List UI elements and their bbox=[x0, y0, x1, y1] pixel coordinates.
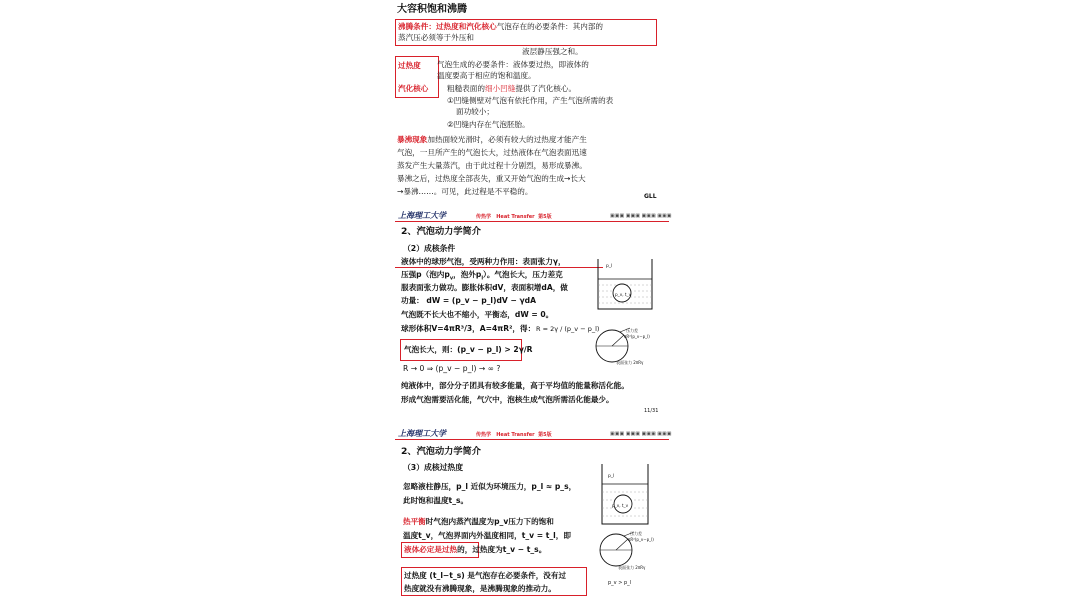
point-1b: 面功较小； bbox=[456, 107, 494, 116]
course-name-en: Heat Transfer bbox=[496, 214, 535, 220]
slide2-line-6: 球形体积V=4πR³/3，A=4πR²，得： bbox=[401, 324, 536, 333]
fig3-ann-2: πR²(p_v−p_l) bbox=[628, 537, 654, 542]
superheat-text-1: 气泡生成的必要条件：液体要过热，即液体的 bbox=[437, 60, 589, 69]
point-1a: ①凹缝侧壁对气泡有依托作用，产生气泡所需的表 bbox=[447, 96, 614, 105]
superheat-text-2: 温度要高于相应的饱和温度。 bbox=[437, 71, 536, 80]
nucleus-label: 汽化核心 bbox=[398, 84, 429, 93]
university-logo-2: 上海理工大学 bbox=[398, 428, 446, 438]
slide3-line-4: 温度t_v，气泡界面内外温度相同，t_v = t_l，即 bbox=[403, 531, 571, 540]
course-name: 传热学 bbox=[476, 214, 492, 220]
course-name-en-2: Heat Transfer bbox=[496, 432, 535, 438]
condition-line-1 bbox=[398, 22, 603, 32]
slide2-heading: 2、汽泡动力学简介 bbox=[401, 226, 481, 237]
bubble-force-diagram-2 bbox=[596, 530, 636, 570]
document-column bbox=[392, 0, 672, 600]
slide2-l2b: ，泡外p bbox=[453, 270, 482, 279]
bump-label: 暴沸现象 bbox=[397, 135, 428, 144]
slide2-radius-eq: R = 2γ / (p_v − p_l) bbox=[536, 325, 600, 333]
header-course-line bbox=[476, 213, 552, 220]
header-rule-2 bbox=[395, 439, 669, 440]
slide3-l3-red: 热平衡 bbox=[403, 517, 426, 526]
point-2: ②凹缝内存在气泡胚胎。 bbox=[447, 120, 530, 129]
slide3-l3: 时气泡内蒸汽温度为p_v压力下的饱和 bbox=[425, 517, 554, 526]
condition-text-1: 气泡存在的必要条件：其内部的 bbox=[496, 22, 604, 31]
beaker-diagram bbox=[594, 257, 656, 313]
slide2-line-7: 气泡长大，则：(p_v − p_l) > 2γ/R bbox=[404, 345, 533, 354]
fig3-comparison: p_v > p_l bbox=[608, 580, 632, 586]
condition-line-3: 液层静压强之和。 bbox=[522, 47, 583, 56]
slide3-line-2: 此时饱和温度t_s。 bbox=[403, 496, 469, 505]
condition-label: 沸腾条件：过热度和汽化核心 bbox=[398, 22, 497, 31]
slide3-l5-red: 液体必定是过热 bbox=[404, 545, 458, 554]
nucleus-post: 提供了汽化核心。 bbox=[515, 84, 577, 93]
bump-line-2: 气泡，一旦所产生的气泡长大，过热液体在气泡表面迅速 bbox=[397, 148, 587, 157]
bubble-radius-2 bbox=[616, 539, 628, 550]
slide3-subheading: （3）成核过热度 bbox=[403, 463, 464, 472]
header-rule bbox=[395, 221, 669, 222]
slide3-l5: 的，过热度为t_v − t_s。 bbox=[457, 545, 547, 554]
bubble-radius bbox=[612, 335, 624, 346]
slide2-subheading: （2）成核条件 bbox=[403, 244, 456, 253]
slide2-line-1: 液体中的球形气泡，受两种力作用：表面张力γ， bbox=[401, 257, 566, 266]
nucleus-pre: 粗糙表面的 bbox=[447, 84, 485, 93]
slide2-l2c: ）。气泡长大，压力差克 bbox=[483, 270, 563, 279]
bump-line-4: 暴沸之后，过热度全部丧失，重又开始气泡的生成→长大 bbox=[397, 174, 586, 183]
slide2-line-4: 功量： dW = (p_v − p_l)dV − γdA bbox=[401, 296, 536, 305]
bump-text-1: 加热面较光滑时，必须有较大的过热度才能产生 bbox=[427, 135, 587, 144]
slide3-line-3 bbox=[403, 517, 554, 527]
slide2-line-10: 形成气泡需要活化能，气穴中，泡核生成气泡所需活化能最少。 bbox=[401, 395, 614, 404]
signature: GLL bbox=[644, 193, 657, 200]
edition: 第5版 bbox=[538, 214, 552, 220]
slide3-heading: 2、汽泡动力学简介 bbox=[401, 446, 481, 457]
slide3-line-5 bbox=[404, 545, 546, 555]
slide2-underline bbox=[395, 267, 603, 268]
course-name-2: 传热学 bbox=[476, 432, 492, 438]
slide3-line-6: 过热度 (t_l−t_s) 是气泡存在必要条件，没有过 bbox=[404, 571, 567, 580]
nucleus-line bbox=[447, 84, 576, 94]
bump-line-5: →暴沸……。可见，此过程是不平稳的。 bbox=[397, 187, 533, 196]
slide2-line-2: 压强p（泡内$p_v$，泡外$p_l$）。气泡长大，压力差克 bbox=[401, 270, 563, 282]
fig2-pl-label: p_l bbox=[606, 264, 613, 269]
slide2-line-8: R → 0 ⇒ (p_v − p_l) → ∞ ? bbox=[403, 364, 501, 373]
fig3-pl-label: p_l bbox=[608, 474, 615, 479]
header-course-line-2 bbox=[476, 431, 552, 438]
bump-line-3: 蒸发产生大量蒸汽，由于此过程十分剧烈，易形成暴沸。 bbox=[397, 161, 587, 170]
fig2-ann-1: 压力差 bbox=[626, 328, 638, 333]
fig2-ann-3: 表面张力 2πRγ bbox=[616, 360, 644, 365]
fig3-ann-3: 表面张力 2πRγ bbox=[618, 565, 646, 570]
university-logo: 上海理工大学 bbox=[398, 210, 446, 220]
bump-line-1 bbox=[397, 135, 587, 145]
header-nav-icons-2[interactable]: ▣▣▣ ▣▣▣ ▣▣▣ ▣▣▣ bbox=[610, 431, 672, 437]
condition-line-2: 蒸汽压必须等于外压和 bbox=[398, 33, 474, 42]
slide1-title: 大容积饱和沸腾 bbox=[397, 4, 467, 15]
slide3-line-1: 忽略液柱静压，p_l 近似为环境压力，p_l ≈ p_s， bbox=[403, 482, 577, 491]
fig3-pv-label: p_v, t_v bbox=[612, 503, 629, 508]
fig2-pv-label: p_v, t_v bbox=[615, 292, 632, 297]
nucleus-red: 细小凹缝 bbox=[484, 84, 516, 93]
superheat-label: 过热度 bbox=[398, 61, 421, 70]
fig2-ann-2: πR²(p_v−p_l) bbox=[624, 334, 650, 339]
slide2-line-5: 气泡既不长大也不缩小，平衡态，dW = 0。 bbox=[401, 310, 554, 319]
beaker-diagram-2 bbox=[598, 462, 652, 528]
slide2-line-3: 服表面张力做功。膨胀体积dV，表面积增dA，做 bbox=[401, 283, 568, 292]
slide2-page-number: 11/31 bbox=[644, 408, 659, 414]
header-nav-icons[interactable]: ▣▣▣ ▣▣▣ ▣▣▣ ▣▣▣ bbox=[610, 213, 672, 219]
edition-2: 第5版 bbox=[538, 432, 552, 438]
fig3-ann-1: 压力差 bbox=[630, 531, 642, 536]
slide2-l2a: 压强p（泡内p bbox=[401, 270, 450, 279]
slide2-line-9: 纯液体中，部分分子团具有较多能量，高于平均值的能量称活化能。 bbox=[401, 381, 629, 390]
slide3-line-7: 热度就没有沸腾现象，是沸腾现象的推动力。 bbox=[404, 584, 556, 593]
